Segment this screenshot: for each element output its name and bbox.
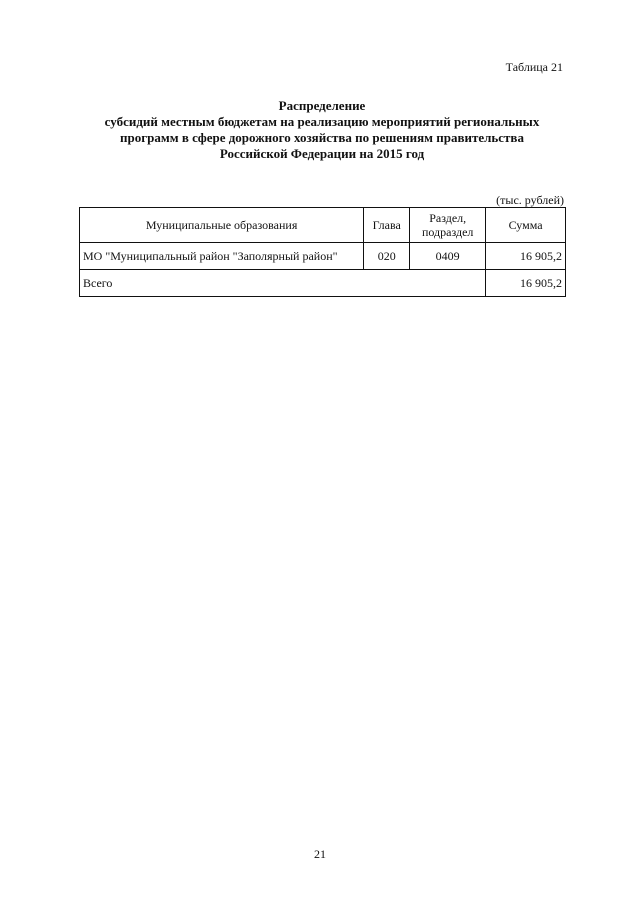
- title-line: субсидий местным бюджетам на реализацию мероприятий региональных: [104, 114, 540, 129]
- total-row: [80, 270, 566, 297]
- total-amount: 16 905,2: [486, 270, 566, 297]
- header-section-line2: подраздел: [421, 225, 474, 239]
- page-number: 21: [314, 847, 326, 861]
- units-note: (тыс. рублей): [496, 193, 564, 207]
- row-name: МО "Муниципальный район "Заполярный район": [80, 243, 364, 270]
- document-title: [78, 98, 566, 162]
- header-chapter: Глава: [364, 208, 410, 243]
- row-section: 0409: [410, 243, 486, 270]
- row-amount: 16 905,2: [486, 243, 566, 270]
- header-name: Муниципальные образования: [80, 208, 364, 243]
- subsidy-table: [79, 207, 566, 297]
- header-section: [410, 208, 486, 243]
- title-line: Российской Федерации на 2015 год: [219, 146, 425, 161]
- table-label: Таблица 21: [505, 60, 563, 74]
- header-section-line1: Раздел,: [429, 211, 467, 225]
- total-label: Всего: [80, 270, 486, 297]
- table-header-row: [80, 208, 566, 243]
- title-line: Распределение: [278, 98, 366, 113]
- title-line: программ в сфере дорожного хозяйства по решениям правительства: [120, 130, 524, 145]
- table-row: [80, 243, 566, 270]
- row-chapter: 020: [364, 243, 410, 270]
- header-amount: Сумма: [486, 208, 566, 243]
